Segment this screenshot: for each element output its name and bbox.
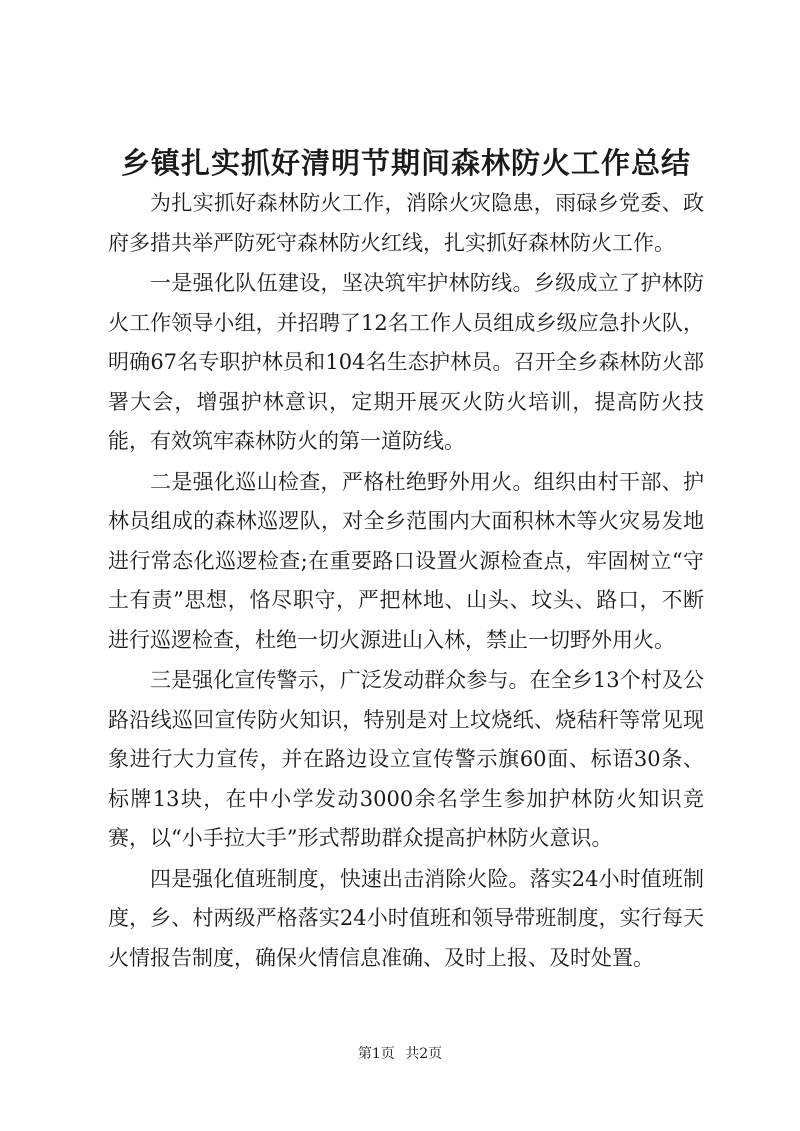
paragraph-team-building: 一是强化队伍建设，坚决筑牢护林防线。乡级成立了护林防火工作领导小组，并招聘了12名工作人员组成乡级应急扑火队，明确67名专职护林员和104名生态护林员。召开全乡森林防火部署大会，增强护林意识，定期开展灭火防火培训，提高防火技能，有效筑牢森林防火的第一道防线。 [108,271,704,453]
paragraph-publicity: 三是强化宣传警示，广泛发动群众参与。在全乡13个村及公路沿线巡回宣传防火知识，特别是对上坟烧纸、烧秸秆等常见现象进行大力宣传，并在路边设立宣传警示旗60面、标语30条、标牌13块，在中小学发动3000余名学生参加护林防火知识竞赛，以“小手拉大手”形式帮助群众提高护林防火意识。 [108,668,704,850]
page-total: 共2页 [405,1046,443,1062]
paragraph-duty-system: 四是强化值班制度，快速出击消除火险。落实24小时值班制度，乡、村两级严格落实24小时值班和领导带班制度，实行每天火情报告制度，确保火情信息准确、及时上报、及时处置。 [108,866,704,970]
document-title: 乡镇扎实抓好清明节期间森林防火工作总结 [120,146,691,180]
document-body [108,184,704,978]
page-number: 第1页 [357,1046,395,1062]
paragraph-intro: 为扎实抓好森林防火工作，消除火灾隐患，雨碌乡党委、政府多措共举严防死守森林防火红线，扎实抓好森林防火工作。 [108,191,704,255]
page-footer [0,1044,800,1064]
paragraph-patrol-inspection: 二是强化巡山检查，严格杜绝野外用火。组织由村干部、护林员组成的森林巡逻队，对全乡范围内大面积林木等火灾易发地进行常态化巡逻检查;在重要路口设置火源检查点，牢固树立“守土有责”思想，恪尽职守，严把林地、山头、坟头、路口，不断进行巡逻检查，杜绝一切火源进山入林，禁止一切野外用火。 [108,469,704,652]
